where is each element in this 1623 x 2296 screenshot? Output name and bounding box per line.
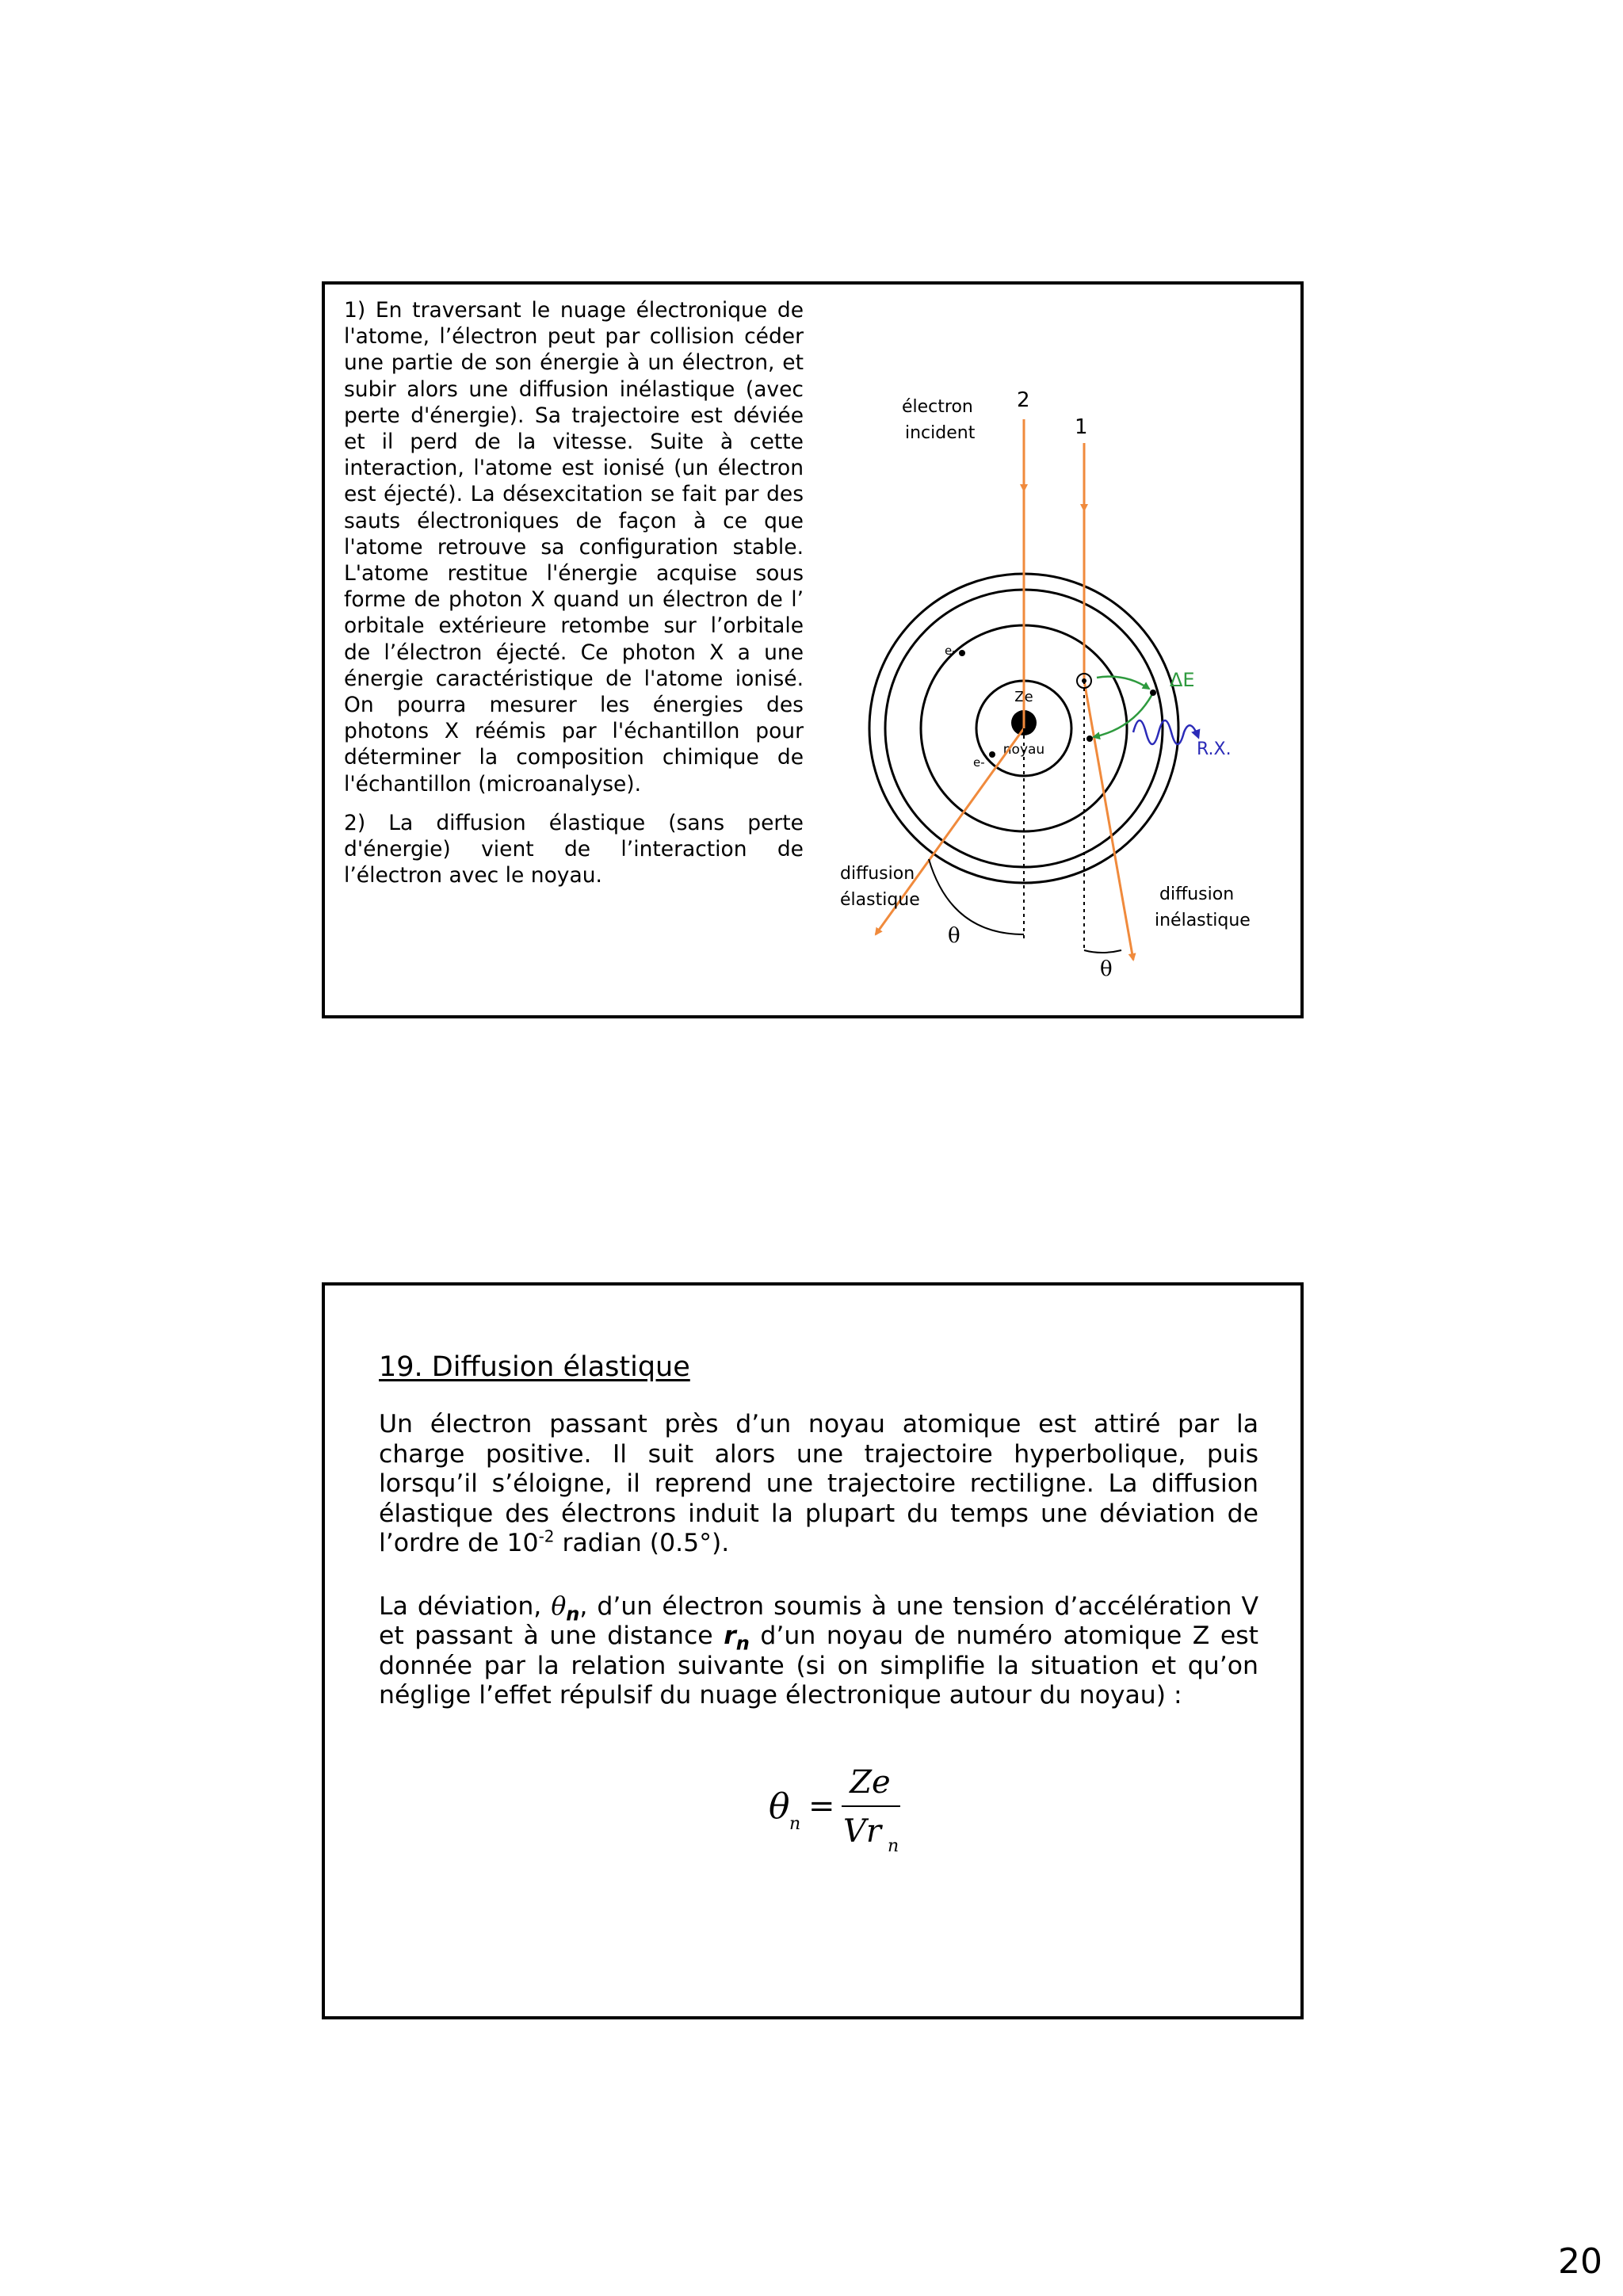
beam-2-label: 2 bbox=[1017, 388, 1030, 412]
outer-electron-dot bbox=[1150, 690, 1156, 696]
theta-arc-inelastic bbox=[1084, 950, 1121, 953]
formula-numerator: Ze bbox=[850, 1764, 891, 1801]
slide1-paragraph-2: 2) La diffusion élastique (sans perte d'énergie) vient de l’interaction de l’électron avec le noyau. bbox=[344, 810, 804, 888]
incident-label-line2: incident bbox=[905, 423, 976, 443]
deviation-formula bbox=[753, 1753, 991, 1864]
slide-elastic-scattering bbox=[322, 1282, 1304, 2019]
inelastic-label-line2: inélastique bbox=[1155, 911, 1251, 930]
slide2-paragraph-1-exponent: -2 bbox=[538, 1526, 555, 1546]
slide2-paragraph-2 bbox=[379, 1592, 1258, 1711]
slide2-p2-r-sub: n bbox=[735, 1632, 750, 1655]
page-number: 20 bbox=[1558, 2241, 1602, 2282]
xray-photon-wave bbox=[1133, 720, 1198, 744]
slide-inelastic-scattering bbox=[322, 281, 1304, 1018]
slide1-text bbox=[344, 297, 804, 901]
xray-label: R.X. bbox=[1197, 739, 1232, 759]
formula-lhs-sub: n bbox=[789, 1814, 801, 1834]
slide2-paragraph-1 bbox=[379, 1410, 1258, 1559]
inelastic-label-line1: diffusion bbox=[1159, 884, 1235, 904]
slide2-paragraph-1-end: radian (0.5°). bbox=[554, 1529, 730, 1557]
slide2-p2-theta-sub: n bbox=[566, 1602, 580, 1625]
beam-1-label: 1 bbox=[1075, 415, 1088, 439]
theta-right-label: θ bbox=[1100, 957, 1113, 981]
slide2-p2-part1: La déviation, bbox=[379, 1591, 552, 1621]
formula-equals: = bbox=[808, 1788, 835, 1824]
nucleus-charge-label: Ze bbox=[1014, 689, 1033, 705]
delta-e-label: ΔE bbox=[1170, 669, 1195, 691]
formula-denominator: Vr bbox=[843, 1813, 882, 1850]
ejected-electron-dot bbox=[1082, 678, 1086, 683]
slide1-paragraph-1: 1) En traversant le nuage électronique de l'atome, l’électron peut par collision céder une partie de son énergie à un électron, et subir alors une diffusion inélastique (avec perte d'énergie). Sa trajectoire est déviée et il perd de la vitesse. Suite à cette interaction, l'atome est ionisé (un électron est éjecté). La désexcitation se fait par des sauts électroniques de façon à ce que l'atome retrouve sa configuration stable. L'atome restitue l'énergie acquise sous forme de photon X quand un électron de l’ orbitale extérieure retombe sur l’orbitale de l’électron éjecté. Ce photon X a une énergie caractéristique de l'atome ionisé. On pourra mesurer les énergies des photons X réémis par l'échantillon pour déterminer la composition chimique de l'échantillon (microanalyse). bbox=[344, 298, 804, 797]
beam-1-inelastic bbox=[1084, 443, 1133, 960]
theta-left-label: θ bbox=[948, 924, 960, 948]
filled-vacancy-dot bbox=[1086, 735, 1093, 742]
electron-label-b: e- bbox=[973, 755, 985, 770]
delta-e-transition-arrow bbox=[1097, 677, 1149, 689]
atom-scattering-diagram bbox=[816, 332, 1292, 998]
slide2-p2-theta: θ bbox=[551, 1591, 567, 1621]
formula-denominator-sub: n bbox=[888, 1836, 899, 1856]
electron-label-a: e- bbox=[945, 644, 957, 658]
slide2-paragraph-1-main: Un électron passant près d’un noyau atomique est attiré par la charge positive. Il suit alors une trajectoire hyperbolique, puis lorsqu’il s’éloigne, il reprend une trajectoire rectiligne. La diffusion élastique des électrons induit la plupart du temps une déviation de l’ordre de 10 bbox=[379, 1410, 1258, 1557]
slide2-p2-part2: , d’un électron soumis à une tension d’accélération V et passant à une distance bbox=[379, 1591, 1258, 1650]
slide2-p2-part3: d’un noyau de numéro atomique Z est donnée par la relation suivante (si on simplifie la situation et qu’on néglige l’effet répulsif du nuage électronique autour du noyau) : bbox=[379, 1622, 1258, 1710]
elastic-label-line2: élastique bbox=[840, 890, 920, 910]
incident-label-line1: électron bbox=[902, 397, 973, 417]
theta-arc-elastic bbox=[929, 859, 1024, 934]
slide2-title: 19. Diffusion élastique bbox=[379, 1351, 690, 1383]
beam-2-elastic bbox=[876, 419, 1024, 934]
elastic-label-line1: diffusion bbox=[840, 864, 915, 884]
electron-dot-b bbox=[989, 751, 995, 758]
formula-lhs: θ bbox=[769, 1786, 790, 1827]
electron-dot-a bbox=[959, 650, 965, 656]
slide2-content bbox=[379, 1350, 1258, 1744]
nucleus-label: noyau bbox=[1002, 742, 1045, 758]
slide2-p2-r: r bbox=[724, 1622, 736, 1650]
